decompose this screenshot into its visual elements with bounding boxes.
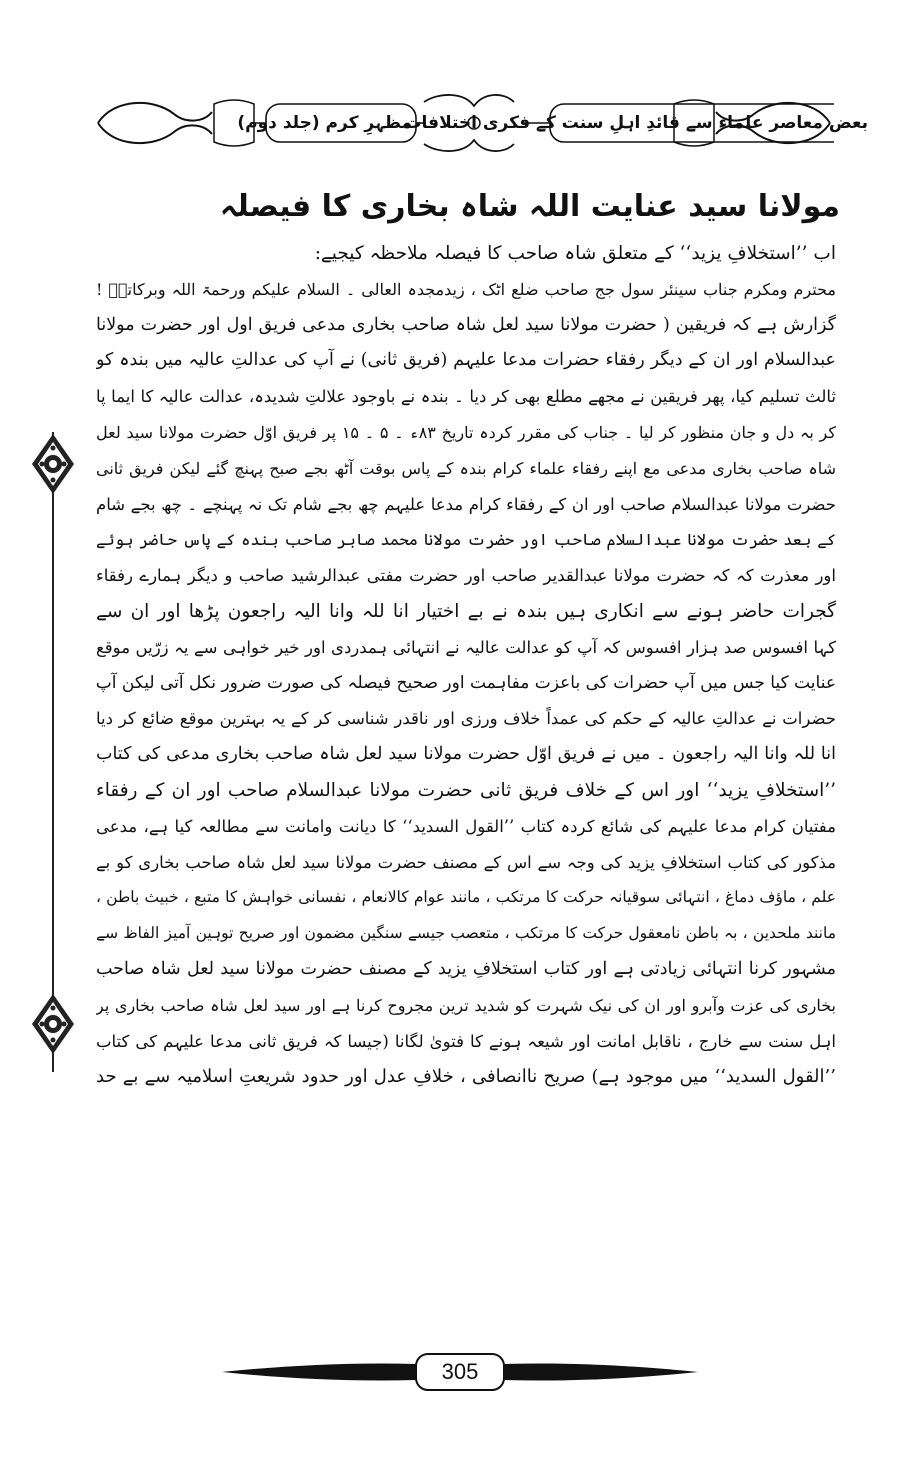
text-line: اور معذرت کہ کہ حضرت مولانا عبدالقدیر صاحب اور حضرت مفتی عبدالرشید صاحب و دیگر ہمارے رفقاء — [96, 566, 836, 586]
text-line: مفتیان کرام مدعا علیہم کی شائع کردہ کتاب ’’القول السدید‘‘ کا دیانت وامانت سے مطالعہ کیا ہے، مدعی — [96, 816, 836, 836]
text-line: کے بعد حضرت مولانا عبدالسلام صاحب اور حضرت مولانا محمد صابر صاحب بندہ کے پاس حاضر ہوئے — [96, 530, 836, 550]
text-line: عبدالسلام اور ان کے دیگر رفقاء حضرات مدعا علیہم (فریق ثانی) نے آپ کی عدالتِ عالیہ میں بندہ کو — [96, 350, 836, 371]
text-line: عنایت کیا جس میں آپ حضرات کی باعزت مفاہمت اور صحیح فیصلہ کی صورت ضرور نکل آتی لیکن آپ — [96, 672, 836, 693]
text-line: علم ، ماؤف دماغ ، انتہائی سوقیانہ حرکت کا مرتکب ، مانند عوام کالانعام ، نفسانی خواہش کا متبع ، خبیث باطن ، — [96, 888, 836, 907]
body-text — [96, 236, 836, 1095]
text-line: شاہ صاحب بخاری مدعی مع اپنے رفقاء علماء کرام بندہ کے پاس بوقت آٹھ بجے صبح پہنچ گئے لیکن فریق ثانی — [96, 458, 836, 478]
text-line: محترم ومکرم جناب سینئر سول جج صاحب ضلع اٹک ، زیدمجدہ العالی ۔ السلام علیکم ورحمۃ اللہ وبرکاتہٗ ! — [96, 279, 836, 299]
text-line: مذکور کی کتاب استخلافِ یزید کی وجہ سے اس کے مصنف حضرت مولانا سید لعل شاہ صاحب بخاری کو بے — [96, 852, 836, 872]
text-line: حضرات نے عدالتِ عالیہ کے حکم کی عمداً خلاف ورزی اور ناقدر شناسی کر کے یہ بہترین موقع ضائع کر دیا — [96, 709, 836, 729]
text-line: حضرت مولانا عبدالسلام صاحب اور ان کے رفقاء کرام مدعا علیہم چھ بجے شام تک نہ پہنچے ۔ چھ بجے شام — [96, 494, 836, 514]
running-header — [94, 92, 868, 154]
section-title: مولانا سید عنایت اللہ شاہ بخاری کا فیصلہ — [219, 189, 840, 224]
text-line: گجرات حاضر ہونے سے انکاری ہیں بندہ نے بے اختیار انا للہ وانا الیہ راجعون پڑھا اور ان سے — [96, 600, 836, 622]
page-number: 305 — [441, 1359, 479, 1384]
text-line: ثالث تسلیم کیا، پھر فریقین نے مجھے مطلع بھی کر دیا ۔ بندہ نے باوجود علالتِ شدیدہ، عدالت عالیہ کا ایما پا — [96, 387, 836, 407]
page-footer — [220, 1344, 700, 1400]
text-line: اب ’’استخلافِ یزید‘‘ کے متعلق شاہ صاحب کا فیصلہ ملاحظہ کیجیے: — [314, 243, 836, 264]
book-title: مظہرِ کرم (جلد دوم) — [237, 113, 412, 133]
ornament-medallion-icon — [28, 432, 78, 496]
text-line: مانند ملحدین ، بہ باطن نامعقول حرکت کا مرتکب ، متعصب جیسے سنگین مضمون اور صریح توہین آمیز الفاظ سے — [96, 924, 836, 943]
text-line: اہل سنت سے خارج ، ناقابل امانت اور شیعہ ہونے کا فتویٰ لگانا (جیسا کہ فریق ثانی مدعا علیہم کی کتاب — [96, 1031, 836, 1051]
text-line: انا للہ وانا الیہ راجعون ۔ میں نے فریق اوّل حضرت مولانا سید لعل شاہ صاحب بخاری مدعی کی کتاب — [96, 744, 836, 765]
text-line: کر بہ دل و جان منظور کر لیا ۔ جناب کی مقرر کردہ تاریخ ۸۳ء ۔ ۵ ۔ ۱۵ پر فریق اوّل حضرت مولانا سید لعل — [96, 422, 836, 442]
text-line: مشہور کرنا انتہائی زیادتی ہے اور کتاب استخلافِ یزید کے مصنف حضرت مولانا سید لعل شاہ صاحب — [96, 958, 836, 979]
text-line: ’’القول السدید‘‘ میں موجود ہے) صریح ناانصافی ، خلافِ عدل اور حدود شریعتِ اسلامیہ سے بے حد — [96, 1066, 836, 1088]
text-line: کہا افسوس صد ہزار افسوس کہ آپ کو عدالت عالیہ نے انتہائی ہمدردی اور خیر خواہی سے یہ زرّیں موقع — [96, 637, 836, 657]
text-line: گزارش ہے کہ فریقین ( حضرت مولانا سید لعل شاہ صاحب بخاری مدعی فریق اول اور حضرت مولانا — [96, 314, 836, 335]
ornament-medallion-icon — [28, 992, 78, 1056]
text-line: بخاری کی عزت وآبرو اور ان کی نیک شہرت کو شدید ترین مجروح کرنا ہے اور سید لعل شاہ صاحب بخاری پر — [96, 995, 836, 1015]
margin-rule — [52, 432, 54, 1072]
chapter-title: بعض معاصر علماء سے قائدِ اہلِ سنت کے فکری اختلافات — [404, 113, 868, 133]
text-line: ’’استخلافِ یزید‘‘ اور اس کے خلاف فریق ثانی حضرت مولانا عبدالسلام صاحب اور ان کے رفقاء — [96, 779, 836, 801]
